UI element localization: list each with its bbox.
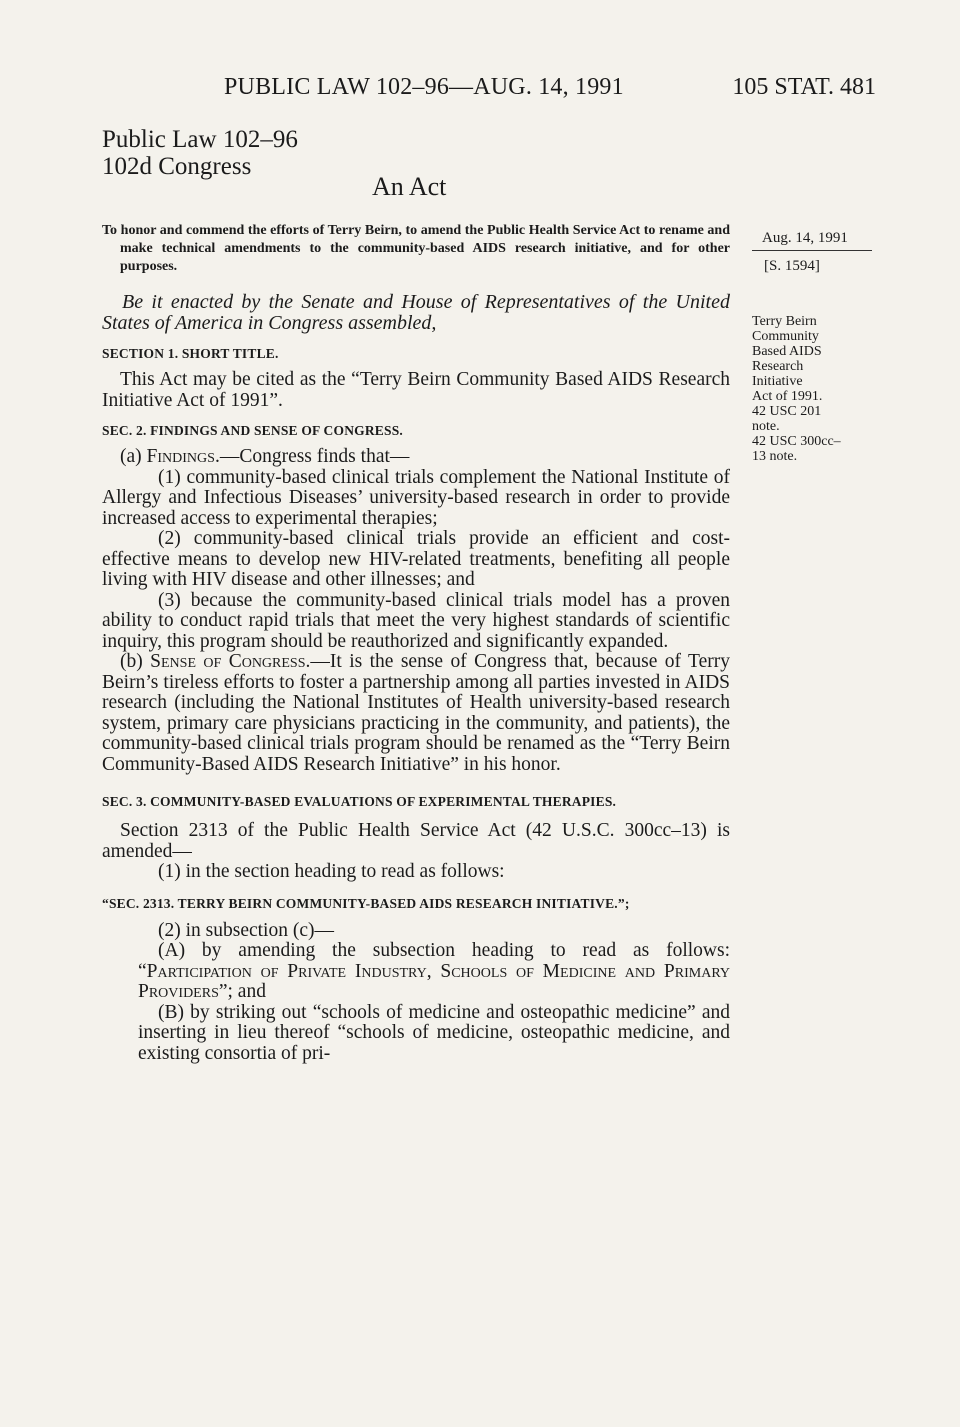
finding-3: (3) because the community-based clinical trials model has a proven ability to conduct rapid trials that meet the very highest standards of scientific inquiry, this program should be reauthorized and significantly expanded. — [102, 589, 730, 652]
section-3-heading: SEC. 3. COMMUNITY-BASED EVALUATIONS OF EXPERIMENTAL THERAPIES. — [102, 794, 617, 809]
margin-note-line: Initiative — [752, 374, 803, 389]
findings-intro — [102, 447, 730, 468]
quoted-section-heading: “SEC. 2313. TERRY BEIRN COMMUNITY-BASED AIDS RESEARCH INITIATIVE.”; — [102, 895, 630, 911]
margin-note-line: Based AIDS — [752, 344, 822, 359]
section-1-heading: SECTION 1. SHORT TITLE. — [102, 346, 279, 361]
sense-caps: Sense of Congress — [150, 651, 306, 672]
margin-note-line: Act of 1991. — [752, 389, 823, 404]
an-act-title: An Act — [372, 172, 447, 201]
item-a-caps: Participation of Private Industry, Schools of Medicine and Primary Providers — [138, 960, 730, 1002]
amendment-item-a — [102, 941, 730, 1003]
margin-divider — [752, 250, 872, 251]
act-body — [102, 222, 730, 1064]
amendment-item-1: (1) in the section heading to read as follows: — [158, 861, 505, 882]
margin-approval-date: Aug. 14, 1991 — [762, 230, 848, 246]
section-1-text: This Act may be cited as the “Terry Beirn Community Based AIDS Research Initiative Act of 1991”. — [102, 369, 730, 411]
finding-2: (2) community-based clinical trials provide an efficient and cost-effective means to develop new HIV-related treatments, benefiting all people living with HIV disease and other illnesses; and — [102, 528, 730, 590]
finding-1: (1) community-based clinical trials complement the National Institute of Allergy and Infectious Diseases’ university-based research in order to provide increased access to experimental therapies; — [102, 466, 730, 529]
sense-rest: .—It is the sense of Congress that, because of Terry Beirn’s tireless efforts to foster a partnership among all parties invested in AIDS research (including the National Institutes of Health university-based research system, primary care physicians practicing in the community, and patients), the community-based clinical trials program should be renamed as the “Terry Beirn Community-Based AIDS Research Initiative” in his honor. — [102, 651, 730, 775]
amendment-item-b: (B) by striking out “schools of medicine and osteopathic medicine” and inserting in lieu thereof “schools of medicine, osteopathic medicine, and existing consortia of pri- — [138, 1001, 730, 1064]
margin-note-line: Terry Beirn — [752, 314, 817, 329]
enacting-clause: Be it enacted by the Senate and House of Representatives of the United States of America in Congress assembled, — [102, 291, 730, 334]
margin-note-line: 13 note. — [752, 449, 798, 464]
findings-rest: .—Congress finds that— — [214, 446, 410, 467]
margin-bill-number: [S. 1594] — [764, 258, 820, 274]
section-3-intro: Section 2313 of the Public Health Service Act (42 U.S.C. 300cc–13) is amended— — [102, 820, 730, 862]
margin-notes — [752, 314, 872, 464]
sense-label: (b) — [120, 651, 151, 672]
public-law-block — [102, 126, 298, 180]
margin-note-line: Research — [752, 359, 804, 374]
running-head: PUBLIC LAW 102–96—AUG. 14, 1991 — [224, 74, 624, 100]
sense-of-congress — [102, 652, 730, 775]
margin-note-line: 42 USC 201 — [752, 404, 822, 419]
item-a-pre: (A) by amending the subsection heading to read as follows: “ — [138, 940, 730, 982]
section-2-heading: SEC. 2. FINDINGS AND SENSE OF CONGRESS. — [102, 423, 403, 438]
statutes-page-number: 105 STAT. 481 — [732, 74, 876, 100]
congress-number: 102d Congress — [102, 153, 252, 180]
findings-label: (a) — [120, 446, 147, 467]
findings-caps: Findings — [146, 446, 215, 467]
amendment-item-2: (2) in subsection (c)— — [158, 919, 334, 941]
margin-note-line: 42 USC 300cc– — [752, 434, 841, 449]
public-law-number: Public Law 102–96 — [102, 126, 298, 153]
margin-note-line: Community — [752, 329, 819, 344]
item-a-post: ”; and — [218, 981, 266, 1002]
purpose-clause: To honor and commend the efforts of Terry Beirn, to amend the Public Health Service Act to rename and make technical amendments to the community-based AIDS research initiative, and for other purposes. — [102, 223, 730, 274]
margin-note-line: note. — [752, 419, 780, 434]
